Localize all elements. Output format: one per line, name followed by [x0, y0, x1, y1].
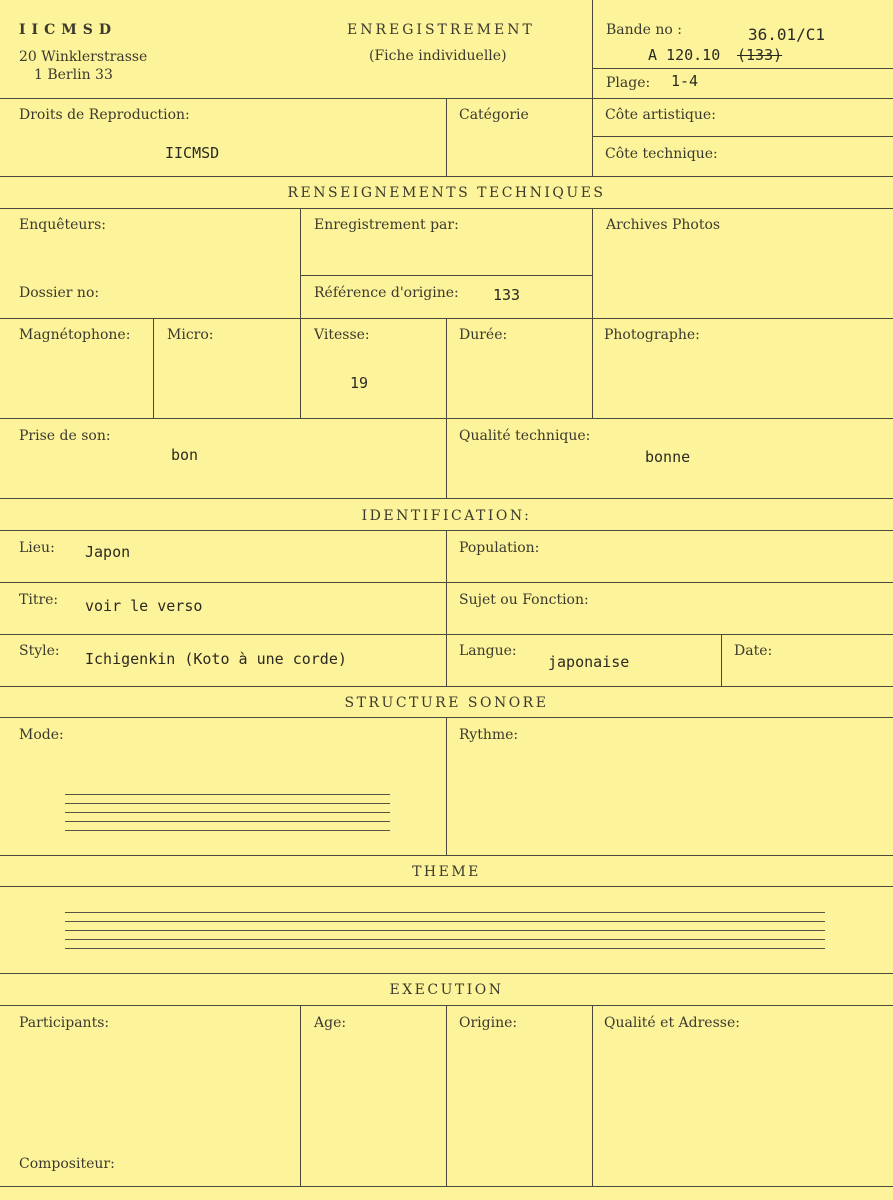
- plage-label: Plage:: [606, 75, 651, 91]
- reference-label: Référence d'origine:: [314, 285, 459, 301]
- divider: [300, 275, 592, 276]
- reference-value: 133: [493, 286, 521, 304]
- section-title-theme: THEME: [412, 864, 481, 880]
- magnetophone-label: Magnétophone:: [19, 327, 131, 343]
- vitesse-value: 19: [350, 374, 369, 392]
- divider: [592, 1005, 593, 1186]
- divider: [300, 318, 301, 418]
- section-title-identification: IDENTIFICATION:: [361, 508, 532, 524]
- droits-value: IICMSD: [165, 144, 220, 162]
- compositeur-label: Compositeur:: [19, 1156, 115, 1172]
- divider: [0, 634, 893, 635]
- divider: [446, 717, 447, 855]
- photographe-label: Photographe:: [604, 327, 700, 343]
- enqueteurs-label: Enquêteurs:: [19, 217, 107, 233]
- categorie-label: Catégorie: [459, 107, 529, 123]
- divider: [0, 973, 893, 974]
- dossier-label: Dossier no:: [19, 285, 100, 301]
- divider: [0, 208, 893, 209]
- divider: [0, 176, 893, 177]
- section-title-structure: STRUCTURE SONORE: [344, 695, 549, 711]
- style-value: Ichigenkin (Koto à une corde): [85, 650, 347, 668]
- divider: [0, 418, 893, 419]
- bande-label: Bande no :: [606, 22, 682, 38]
- divider: [592, 318, 593, 418]
- divider: [446, 318, 447, 498]
- divider: [0, 886, 893, 887]
- divider: [300, 208, 301, 318]
- date-label: Date:: [734, 643, 773, 659]
- divider: [0, 498, 893, 499]
- divider: [446, 1005, 447, 1186]
- langue-value: japonaise: [548, 653, 630, 671]
- divider: [592, 0, 593, 98]
- section-title-execution: EXECUTION: [389, 982, 504, 998]
- population-label: Population:: [459, 540, 540, 556]
- org-name: IICMSD: [19, 22, 117, 38]
- divider: [593, 136, 893, 137]
- rythme-label: Rythme:: [459, 727, 519, 743]
- form-subtitle: (Fiche individuelle): [369, 48, 507, 64]
- participants-label: Participants:: [19, 1015, 110, 1031]
- prise-de-son-label: Prise de son:: [19, 428, 111, 444]
- bande-value-2: A 120.10: [648, 46, 721, 64]
- enregistrement-par-label: Enregistrement par:: [314, 217, 459, 233]
- plage-value: 1-4: [671, 72, 699, 90]
- lieu-label: Lieu:: [19, 540, 55, 556]
- divider: [0, 582, 893, 583]
- archives-photos-label: Archives Photos: [606, 217, 721, 233]
- divider: [592, 98, 593, 176]
- origine-label: Origine:: [459, 1015, 518, 1031]
- divider: [446, 530, 447, 686]
- divider: [0, 686, 893, 687]
- qualite-technique-value: bonne: [645, 448, 691, 466]
- address-line-1: 20 Winklerstrasse: [19, 49, 148, 65]
- divider: [721, 634, 722, 686]
- section-title-technique: RENSEIGNEMENTS TECHNIQUES: [287, 185, 606, 201]
- titre-value: voir le verso: [85, 597, 203, 615]
- age-label: Age:: [314, 1015, 347, 1031]
- prise-de-son-value: bon: [171, 446, 199, 464]
- droits-label: Droits de Reproduction:: [19, 107, 190, 123]
- lieu-value: Japon: [85, 543, 131, 561]
- style-label: Style:: [19, 643, 60, 659]
- cote-artistique-label: Côte artistique:: [605, 107, 716, 123]
- divider: [593, 68, 893, 69]
- divider: [0, 855, 893, 856]
- divider: [153, 318, 154, 418]
- qualite-adresse-label: Qualité et Adresse:: [604, 1015, 740, 1031]
- divider: [446, 98, 447, 176]
- bande-struck-value: (133): [737, 46, 783, 64]
- divider: [592, 208, 593, 318]
- micro-label: Micro:: [167, 327, 214, 343]
- qualite-technique-label: Qualité technique:: [459, 428, 591, 444]
- duree-label: Durée:: [459, 327, 508, 343]
- langue-label: Langue:: [459, 643, 517, 659]
- mode-label: Mode:: [19, 727, 64, 743]
- form-title: ENREGISTREMENT: [347, 22, 535, 38]
- bande-value: 36.01/C1: [748, 25, 826, 44]
- divider: [0, 1186, 893, 1187]
- sujet-label: Sujet ou Fonction:: [459, 592, 589, 608]
- titre-label: Titre:: [19, 592, 59, 608]
- address-line-2: 1 Berlin 33: [34, 67, 113, 83]
- divider: [300, 1005, 301, 1186]
- vitesse-label: Vitesse:: [314, 327, 370, 343]
- cote-technique-label: Côte technique:: [605, 146, 718, 162]
